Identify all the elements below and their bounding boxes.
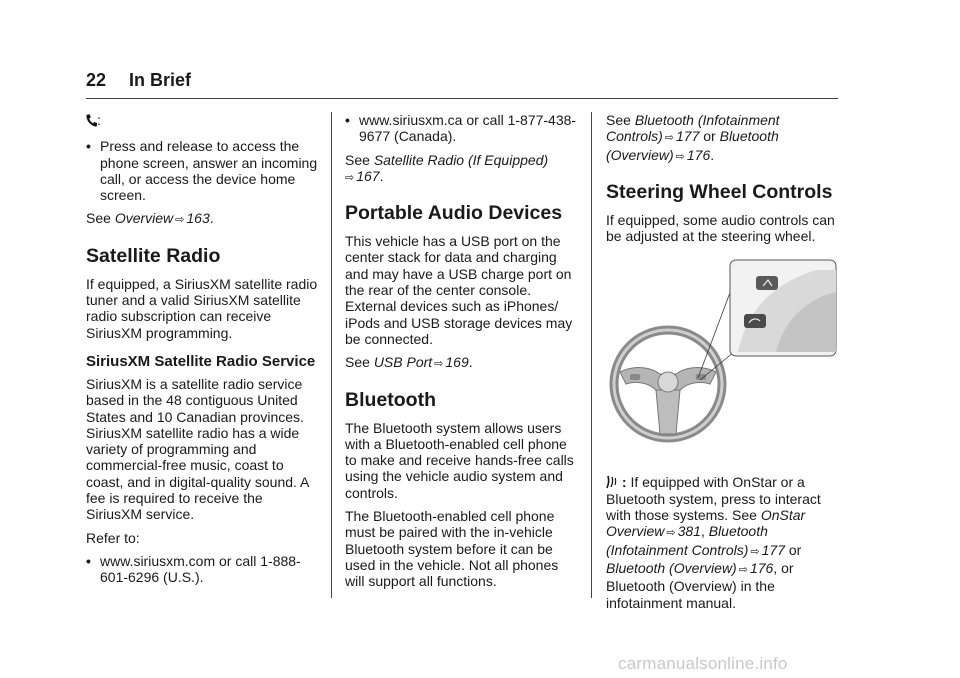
see-prefix: See [345, 151, 374, 168]
satellite-paragraph: If equipped, a SiriusXM satellite radio tuner and a valid SiriusXM satellite radio subscription can receive SiriusXM programming. [86, 275, 318, 341]
xref-satellite-radio[interactable]: Satellite Radio (If Equipped) [373, 151, 549, 168]
or-text: or [699, 128, 720, 145]
page-ref[interactable]: 169 [445, 354, 469, 371]
see-prefix: See [86, 210, 115, 227]
bullet-dot: • [345, 112, 350, 128]
heading-satellite-radio: Satellite Radio [86, 244, 221, 267]
page-arrow-icon: ⇨ [345, 171, 355, 184]
voice-control-description [606, 474, 838, 610]
column-divider [331, 112, 332, 598]
see-satellite [345, 152, 577, 187]
list-item [345, 112, 577, 145]
phone-icon-line [86, 112, 318, 128]
column-right [606, 112, 838, 618]
bluetooth-paragraph-2: The Bluetooth-enabled cell phone must be paired with the in-vehicle Bluetooth system before it can be used in the vehicle. Not all phones will support all functions. [345, 508, 559, 590]
heading-bluetooth: Bluetooth [345, 388, 436, 411]
list-item [86, 553, 318, 586]
bullet-dot: • [86, 552, 91, 569]
page-arrow-icon: ⇨ [675, 150, 685, 163]
refer-to: Refer to: [86, 529, 140, 546]
list-item [86, 138, 318, 203]
page-arrow-icon: ⇨ [664, 132, 675, 145]
xref-onstar-overview[interactable]: OnStar Overview [606, 507, 806, 540]
phone-bullet-text: Press and release to access the phone screen, answer an incoming call, or access the device home screen. [100, 138, 318, 204]
page-ref[interactable]: 163 [186, 210, 210, 227]
page-arrow-icon: ⇨ [175, 214, 185, 227]
xref-bluetooth-infotainment[interactable]: Bluetooth (Infotainment Controls) [606, 112, 780, 145]
xref-bluetooth-overview[interactable]: Bluetooth (Overview) [606, 559, 737, 576]
see-usb [345, 354, 577, 372]
see-bluetooth [606, 112, 838, 165]
xref-usb-port[interactable]: USB Port [373, 354, 433, 371]
bluetooth-paragraph-1: The Bluetooth system allows users with a Bluetooth-enabled cell phone to make and receive hands-free calls using the vehicle audio system and controls. [345, 419, 574, 501]
page-ref[interactable]: 177 [676, 128, 700, 145]
column-left [86, 112, 318, 593]
page-arrow-icon: ⇨ [666, 527, 676, 540]
portable-audio-paragraph: This vehicle has a USB port on the center stack for data and charging and may have a USB charge port on the rear of the center console. External devices such as iPhones/ iPods and USB storage devices may be connected. [345, 233, 573, 347]
see-prefix: See [606, 112, 635, 128]
page-header [86, 70, 191, 91]
page-number: 22 [86, 70, 107, 90]
page-arrow-icon: ⇨ [738, 563, 748, 576]
voice-control-icon [606, 475, 618, 489]
page-title: In Brief [129, 70, 192, 90]
phone-colon: : [97, 112, 101, 128]
siriusxm-us-text: www.siriusxm.com or call 1-888-601-6296 (U.S.). [100, 552, 301, 586]
period: . [209, 210, 214, 227]
see-overview [86, 210, 318, 228]
see-prefix: See [345, 354, 374, 371]
icon-colon: : [618, 474, 631, 491]
page-ref[interactable]: 167 [356, 167, 380, 184]
xref-bluetooth-overview[interactable]: Bluetooth (Overview) [606, 128, 779, 163]
period: . [468, 354, 473, 371]
page-ref[interactable]: 176 [686, 146, 711, 163]
comma: , [700, 523, 709, 540]
column-middle [345, 112, 577, 597]
xref-overview[interactable]: Overview [114, 210, 174, 227]
page-ref[interactable]: 177 [761, 541, 785, 558]
voice-text: If equipped with OnStar or a Bluetooth system, press to interact with those systems. See [606, 474, 821, 524]
page-arrow-icon: ⇨ [750, 545, 760, 558]
heading-steering-wheel-controls: Steering Wheel Controls [606, 180, 833, 203]
steering-controls-inset [730, 260, 836, 356]
siriusxm-ca-text: www.siriusxm.ca or call 1-877-438-9677 (Canada). [359, 112, 577, 145]
header-divider [86, 98, 838, 99]
xref-bluetooth-infotainment[interactable]: Bluetooth (Infotainment Controls) [606, 523, 768, 558]
bullet-dot: • [86, 138, 91, 155]
or-text: or [784, 541, 802, 558]
heading-portable-audio: Portable Audio Devices [345, 202, 563, 225]
siriusxm-paragraph: SiriusXM is a satellite radio service based in the 48 contiguous United States and 10 Canadian provinces. SiriusXM satellite radio has a wide variety of programming and commercial-free music, coast to coast, and in digital-quality sound. A fee is required to receive the SiriusXM service. [86, 375, 309, 523]
phone-icon [86, 114, 97, 127]
voice-tail: , or Bluetooth (Overview) in the infotainment manual. [606, 559, 794, 611]
watermark: carmanualsonline.info [618, 654, 788, 673]
steering-paragraph: If equipped, some audio controls can be adjusted at the steering wheel. [606, 211, 835, 245]
period: . [379, 167, 384, 184]
page-arrow-icon: ⇨ [434, 358, 444, 371]
page-ref[interactable]: 381 [677, 523, 701, 540]
period: . [710, 146, 715, 163]
heading-siriusxm-service: SiriusXM Satellite Radio Service [86, 352, 316, 370]
steering-wheel-icon [614, 330, 722, 438]
page-ref[interactable]: 176 [749, 559, 774, 576]
column-divider [591, 112, 592, 598]
steering-wheel-illustration [606, 256, 838, 460]
